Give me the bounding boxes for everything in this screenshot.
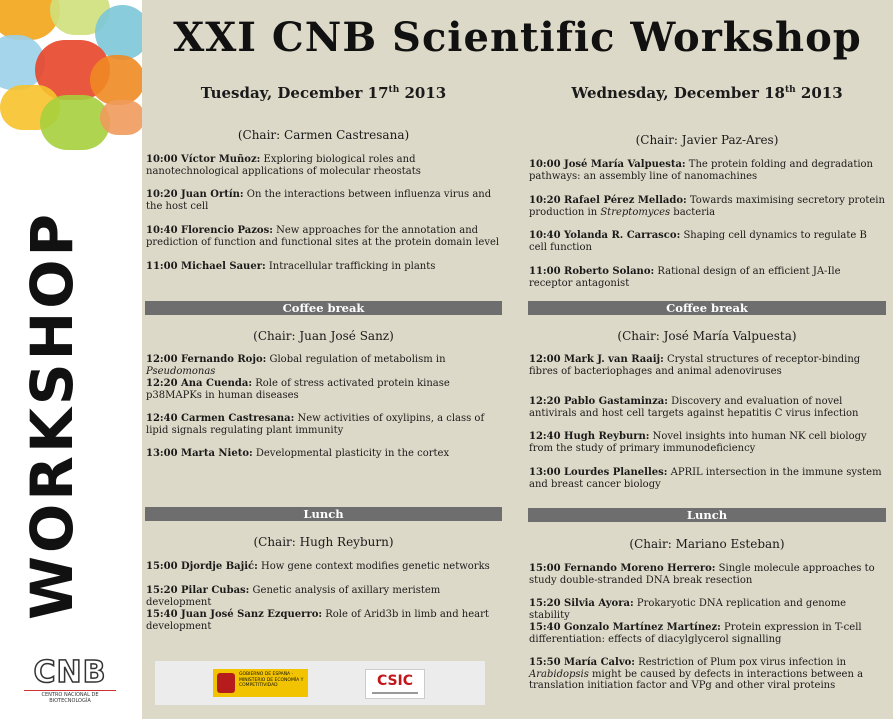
talk-title: Role of Arid3b in limb and heart development — [146, 609, 489, 632]
day1-date-year: 2013 — [399, 84, 447, 102]
coat-of-arms-icon — [217, 673, 235, 693]
talk-title-italic: Arabidopsis — [529, 668, 589, 680]
day2-session3-chair: (Chair: Mariano Esteban) — [629, 537, 785, 551]
csic-logo-subline — [372, 692, 418, 694]
talk-speaker: 10:20 Rafael Pérez Mellado: — [529, 195, 687, 206]
talk-title: Exploring biological roles and nanotechnological applications of molecular rheostats — [146, 154, 421, 177]
gobierno-logo-text: GOBIERNO DE ESPAÑA · MINISTERIO DE ECONOMÍA Y COMPETITIVIDAD — [239, 672, 304, 688]
talk-speaker: 13:00 Lourdes Planelles: — [529, 467, 668, 478]
talk-title-italic: Pseudomonas — [146, 365, 216, 377]
csic-logo-mark: CSIC — [376, 673, 414, 689]
talk-title: Role of stress activated protein kinase p38MAPKs in human diseases — [146, 378, 450, 401]
gobierno-espana-logo — [213, 669, 308, 697]
lunch-bar: Lunch — [145, 507, 502, 521]
day2-date — [528, 84, 886, 102]
speech-bubble-decoration — [90, 55, 142, 105]
talk-title: Prokaryotic DNA replication and genome stability — [529, 598, 847, 621]
talk-item — [146, 354, 503, 377]
cnb-logo — [24, 655, 116, 704]
talk-item — [146, 609, 503, 632]
talk-speaker: 10:40 Yolanda R. Carrasco: — [529, 230, 681, 241]
talk-item — [146, 261, 503, 273]
lunch-bar: Lunch — [528, 508, 886, 522]
talk-item — [529, 230, 887, 253]
talk-title: Genetic analysis of axillary meristem development — [146, 585, 441, 608]
talk-speaker: 12:20 Ana Cuenda: — [146, 378, 253, 389]
talk-speaker: 15:40 Juan José Sanz Ezquerro: — [146, 609, 323, 620]
speech-bubble-decoration — [40, 95, 110, 150]
talk-speaker: 15:00 Fernando Moreno Herrero: — [529, 563, 716, 574]
talk-title: APRIL intersection in the immune system and breast cancer biology — [529, 467, 882, 490]
talk-title: Protein expression in T-cell differentiation: effects of diacylglycerol signalling — [529, 622, 862, 645]
day1-date — [145, 84, 502, 102]
talk-item — [529, 431, 887, 454]
talk-title: Single molecule approaches to study double-stranded DNA break resection — [529, 563, 875, 586]
talk-item — [529, 657, 887, 692]
cnb-logo-subtitle: CENTRO NACIONAL DE BIOTECNOLOGÍA — [24, 690, 116, 704]
talk-title: Rational design of an efficient JA-Ile receptor antagonist — [529, 266, 841, 289]
talk-title: Novel insights into human NK cell biology from the study of primary immunodeficiency — [529, 431, 867, 454]
day1-session2-chair: (Chair: Juan José Sanz) — [253, 329, 394, 343]
talk-title: Towards maximising secretory protein production in — [529, 195, 885, 218]
talk-speaker: 11:00 Michael Sauer: — [146, 261, 266, 272]
talk-item — [529, 563, 887, 586]
csic-logo — [365, 669, 425, 699]
sponsor-logos — [155, 661, 485, 705]
talk-speaker: 10:40 Florencio Pazos: — [146, 225, 273, 236]
talk-item — [529, 598, 887, 621]
speech-bubble-decoration — [100, 100, 142, 135]
talk-speaker: 11:00 Roberto Solano: — [529, 266, 655, 277]
talk-speaker: 15:20 Pilar Cubas: — [146, 585, 250, 596]
talk-speaker: 12:40 Hugh Reyburn: — [529, 431, 650, 442]
coffee-break-bar: Coffee break — [145, 301, 502, 315]
talk-speaker: 13:00 Marta Nieto: — [146, 448, 253, 459]
talk-item — [146, 448, 503, 460]
talk-title-after: bacteria — [670, 206, 716, 218]
talk-speaker: 10:00 Víctor Muñoz: — [146, 154, 261, 165]
talk-item — [529, 354, 887, 377]
talk-speaker: 10:00 José María Valpuesta: — [529, 159, 686, 170]
talk-item — [529, 622, 887, 645]
talk-speaker: 12:00 Mark J. van Raaij: — [529, 354, 664, 365]
talk-item — [146, 154, 503, 177]
talk-speaker: 12:40 Carmen Castresana: — [146, 413, 295, 424]
talk-speaker: 15:20 Silvia Ayora: — [529, 598, 634, 609]
talk-title: Shaping cell dynamics to regulate B cell function — [529, 230, 867, 253]
cnb-logo-mark: CNB — [33, 655, 107, 690]
talk-title: Restriction of Plum pox virus infection in — [635, 657, 847, 668]
talk-speaker: 15:40 Gonzalo Martínez Martínez: — [529, 622, 721, 633]
day2-date-main: Wednesday, December 18 — [571, 84, 785, 102]
talk-title: Developmental plasticity in the cortex — [252, 448, 450, 459]
talk-title: Crystal structures of receptor-binding fibres of bacteriophages and animal adenoviruses — [529, 354, 861, 377]
talk-item — [146, 189, 503, 212]
talk-speaker: 15:50 María Calvo: — [529, 657, 635, 668]
day2-date-sup: th — [784, 85, 796, 95]
day1-date-main: Tuesday, December 17 — [200, 84, 389, 102]
talk-speaker: 12:00 Fernando Rojo: — [146, 354, 267, 365]
talk-title: Intracellular trafficking in plants — [265, 261, 436, 272]
sidebar — [0, 0, 142, 719]
talk-title: New activities of oxylipins, a class of lipid signals regulating plant immunity — [146, 413, 485, 436]
talk-title: Discovery and evaluation of novel antivirals and host cell targets against hepatitis C virus infection — [529, 396, 859, 419]
talk-title: New approaches for the annotation and prediction of function and functional sites at the protein domain level — [146, 225, 500, 248]
talk-title: Global regulation of metabolism in — [266, 354, 446, 365]
coffee-break-bar: Coffee break — [528, 301, 886, 315]
day1-date-sup: th — [388, 85, 400, 95]
talk-title: The protein folding and degradation pathways: an assembly line of nanomachines — [529, 159, 873, 182]
talk-title-after: might be caused by defects in interactions between a translation initiation factor and VPg and other viral proteins — [529, 668, 864, 691]
day1-session1-chair: (Chair: Carmen Castresana) — [237, 128, 410, 142]
talk-speaker: 15:00 Djordje Bajić: — [146, 561, 258, 572]
page-title: XXI CNB Scientific Workshop — [173, 14, 862, 61]
day2-session1-chair: (Chair: Javier Paz-Ares) — [635, 133, 779, 147]
day2-session2-chair: (Chair: José María Valpuesta) — [617, 329, 797, 343]
talk-title: How gene context modifies genetic networks — [257, 561, 490, 572]
talk-item — [529, 396, 887, 419]
talk-item — [146, 225, 503, 248]
talk-speaker: 12:20 Pablo Gastaminza: — [529, 396, 668, 407]
talk-title-italic: Streptomyces — [600, 206, 671, 218]
talk-speaker: 10:20 Juan Ortín: — [146, 189, 244, 200]
day2-date-year: 2013 — [795, 84, 843, 102]
talk-item — [146, 585, 503, 608]
talk-item — [146, 413, 503, 436]
workshop-vertical-title: WORKSHOP — [18, 210, 86, 620]
talk-item — [146, 378, 503, 401]
talk-item — [146, 561, 503, 573]
talk-item — [529, 159, 887, 182]
talk-title: On the interactions between influenza virus and the host cell — [146, 189, 492, 212]
talk-item — [529, 195, 887, 218]
day1-session3-chair: (Chair: Hugh Reyburn) — [253, 535, 394, 549]
talk-item — [529, 467, 887, 490]
talk-item — [529, 266, 887, 289]
